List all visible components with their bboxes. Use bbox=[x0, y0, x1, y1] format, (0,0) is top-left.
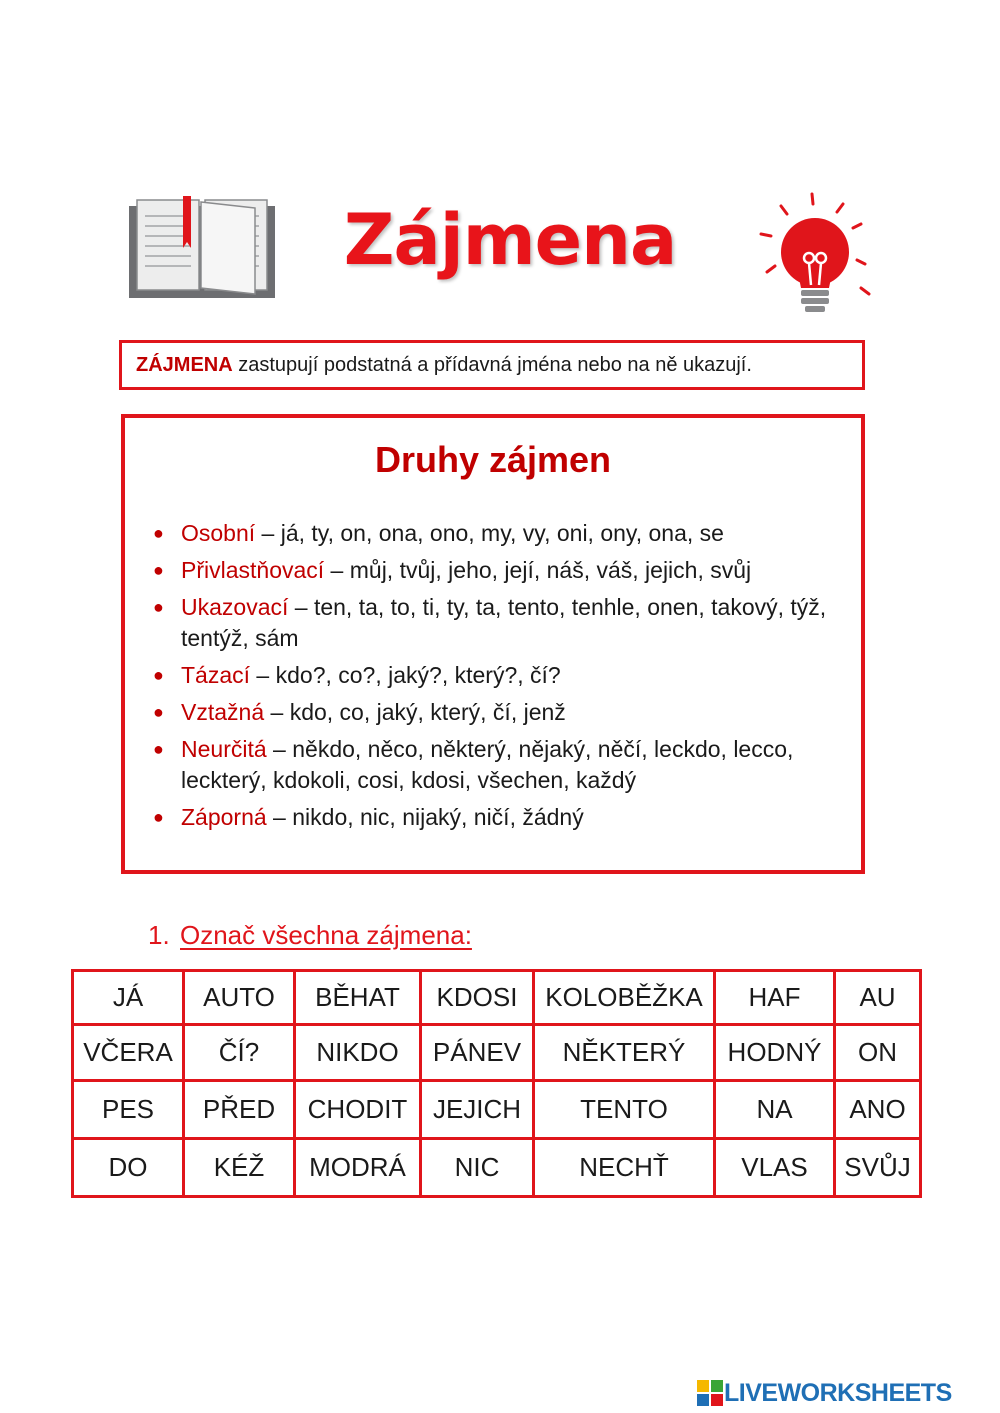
word-cell[interactable]: ON bbox=[835, 1025, 921, 1081]
word-cell[interactable]: VLAS bbox=[715, 1139, 835, 1197]
type-examples: můj, tvůj, jeho, její, náš, váš, jejich, svůj bbox=[349, 557, 752, 583]
type-name: Přivlastňovací bbox=[181, 557, 325, 583]
word-cell[interactable]: NIKDO bbox=[295, 1025, 421, 1081]
list-item: ● Přivlastňovací – můj, tvůj, jeho, její, náš, váš, jejich, svůj bbox=[149, 555, 849, 586]
word-cell[interactable]: HAF bbox=[715, 971, 835, 1025]
type-examples: já, ty, on, ona, ono, my, vy, oni, ony, ona, se bbox=[280, 520, 724, 546]
word-cell[interactable]: VČERA bbox=[73, 1025, 184, 1081]
word-cell[interactable]: NĚKTERÝ bbox=[534, 1025, 715, 1081]
types-heading: Druhy zájmen bbox=[374, 439, 612, 480]
list-item: ● Osobní – já, ty, on, ona, ono, my, vy, oni, ony, ona, se bbox=[149, 518, 849, 549]
word-cell[interactable]: KOLOBĚŽKA bbox=[534, 971, 715, 1025]
list-item: ● Neurčitá – někdo, něco, některý, nějaký, něčí, leckdo, lecco, leckterý, kdokoli, cosi, kdosi, všechen, každý bbox=[153, 736, 794, 793]
type-examples: někdo, něco, některý, nějaký, něčí, leckdo, lecco, leckterý, kdokoli, cosi, kdosi, všechen, každý bbox=[181, 736, 794, 793]
type-examples: kdo?, co?, jaký?, který?, čí? bbox=[275, 662, 561, 688]
bullet-icon: ● bbox=[153, 807, 164, 827]
type-name: Vztažná bbox=[181, 699, 265, 725]
word-cell[interactable]: PŘED bbox=[184, 1081, 295, 1139]
word-cell[interactable]: AUTO bbox=[184, 971, 295, 1025]
word-cell[interactable]: JEJICH bbox=[421, 1081, 534, 1139]
word-cell[interactable]: KÉŽ bbox=[184, 1139, 295, 1197]
word-cell[interactable]: HODNÝ bbox=[715, 1025, 835, 1081]
type-name: Záporná bbox=[181, 804, 267, 830]
word-cell[interactable]: MODRÁ bbox=[295, 1139, 421, 1197]
table-row bbox=[73, 1081, 921, 1139]
type-examples: kdo, co, jaký, který, čí, jenž bbox=[289, 699, 566, 725]
word-cell[interactable]: AU bbox=[835, 971, 921, 1025]
bullet-icon: ● bbox=[153, 739, 164, 759]
type-examples: ten, ta, to, ti, ty, ta, tento, tenhle, onen, takový, týž, tentýž, sám bbox=[181, 594, 827, 651]
word-cell[interactable]: ANO bbox=[835, 1081, 921, 1139]
word-cell[interactable]: ČÍ? bbox=[184, 1025, 295, 1081]
definition-text: zastupují podstatná a přídavná jména nebo na ně ukazují. bbox=[232, 354, 752, 376]
word-cell[interactable]: SVŮJ bbox=[835, 1139, 921, 1197]
type-examples: nikdo, nic, nijaký, ničí, žádný bbox=[292, 804, 584, 830]
type-name: Ukazovací bbox=[181, 594, 289, 620]
types-list bbox=[149, 518, 849, 839]
page-title: Zájmena bbox=[343, 199, 677, 281]
task-instruction: Označ všechna zájmena: bbox=[180, 920, 472, 950]
pronoun-types-box bbox=[121, 414, 865, 874]
word-cell[interactable]: TENTO bbox=[534, 1081, 715, 1139]
table-row bbox=[73, 1139, 921, 1197]
word-cell[interactable]: NECHŤ bbox=[534, 1139, 715, 1197]
word-cell[interactable]: NA bbox=[715, 1081, 835, 1139]
word-grid bbox=[71, 969, 922, 1198]
type-name: Tázací bbox=[181, 662, 251, 688]
word-cell[interactable]: DO bbox=[73, 1139, 184, 1197]
task-number: 1. bbox=[148, 920, 170, 950]
list-item: ● Ukazovací – ten, ta, to, ti, ty, ta, tento, tenhle, onen, takový, týž, tentýž, sám bbox=[153, 594, 827, 651]
word-cell[interactable]: BĚHAT bbox=[295, 971, 421, 1025]
light-bulb-icon bbox=[757, 190, 877, 318]
word-cell[interactable]: CHODIT bbox=[295, 1081, 421, 1139]
bullet-icon: ● bbox=[153, 702, 164, 722]
bullet-icon: ● bbox=[153, 665, 164, 685]
list-item: ● Vztažná – kdo, co, jaký, který, čí, jenž bbox=[149, 697, 849, 728]
liveworksheets-logo-icon bbox=[697, 1380, 723, 1406]
word-cell[interactable]: KDOSI bbox=[421, 971, 534, 1025]
bullet-icon: ● bbox=[153, 560, 164, 580]
table-row bbox=[73, 1025, 921, 1081]
table-row bbox=[73, 971, 921, 1025]
list-item: ● Tázací – kdo?, co?, jaký?, který?, čí? bbox=[149, 660, 849, 691]
bullet-icon: ● bbox=[153, 597, 164, 617]
footer-brand: LIVEWORKSHEETS bbox=[724, 1379, 952, 1407]
word-cell[interactable]: PES bbox=[73, 1081, 184, 1139]
type-name: Neurčitá bbox=[181, 736, 267, 762]
word-cell[interactable]: JÁ bbox=[73, 971, 184, 1025]
type-name: Osobní bbox=[181, 520, 256, 546]
bullet-icon: ● bbox=[153, 523, 164, 543]
definition-term: ZÁJMENA bbox=[136, 354, 233, 376]
word-cell[interactable]: NIC bbox=[421, 1139, 534, 1197]
definition-box bbox=[119, 340, 865, 390]
open-book-icon bbox=[127, 196, 277, 300]
word-cell[interactable]: PÁNEV bbox=[421, 1025, 534, 1081]
list-item: ● Záporná – nikdo, nic, nijaký, ničí, žádný bbox=[149, 802, 849, 833]
